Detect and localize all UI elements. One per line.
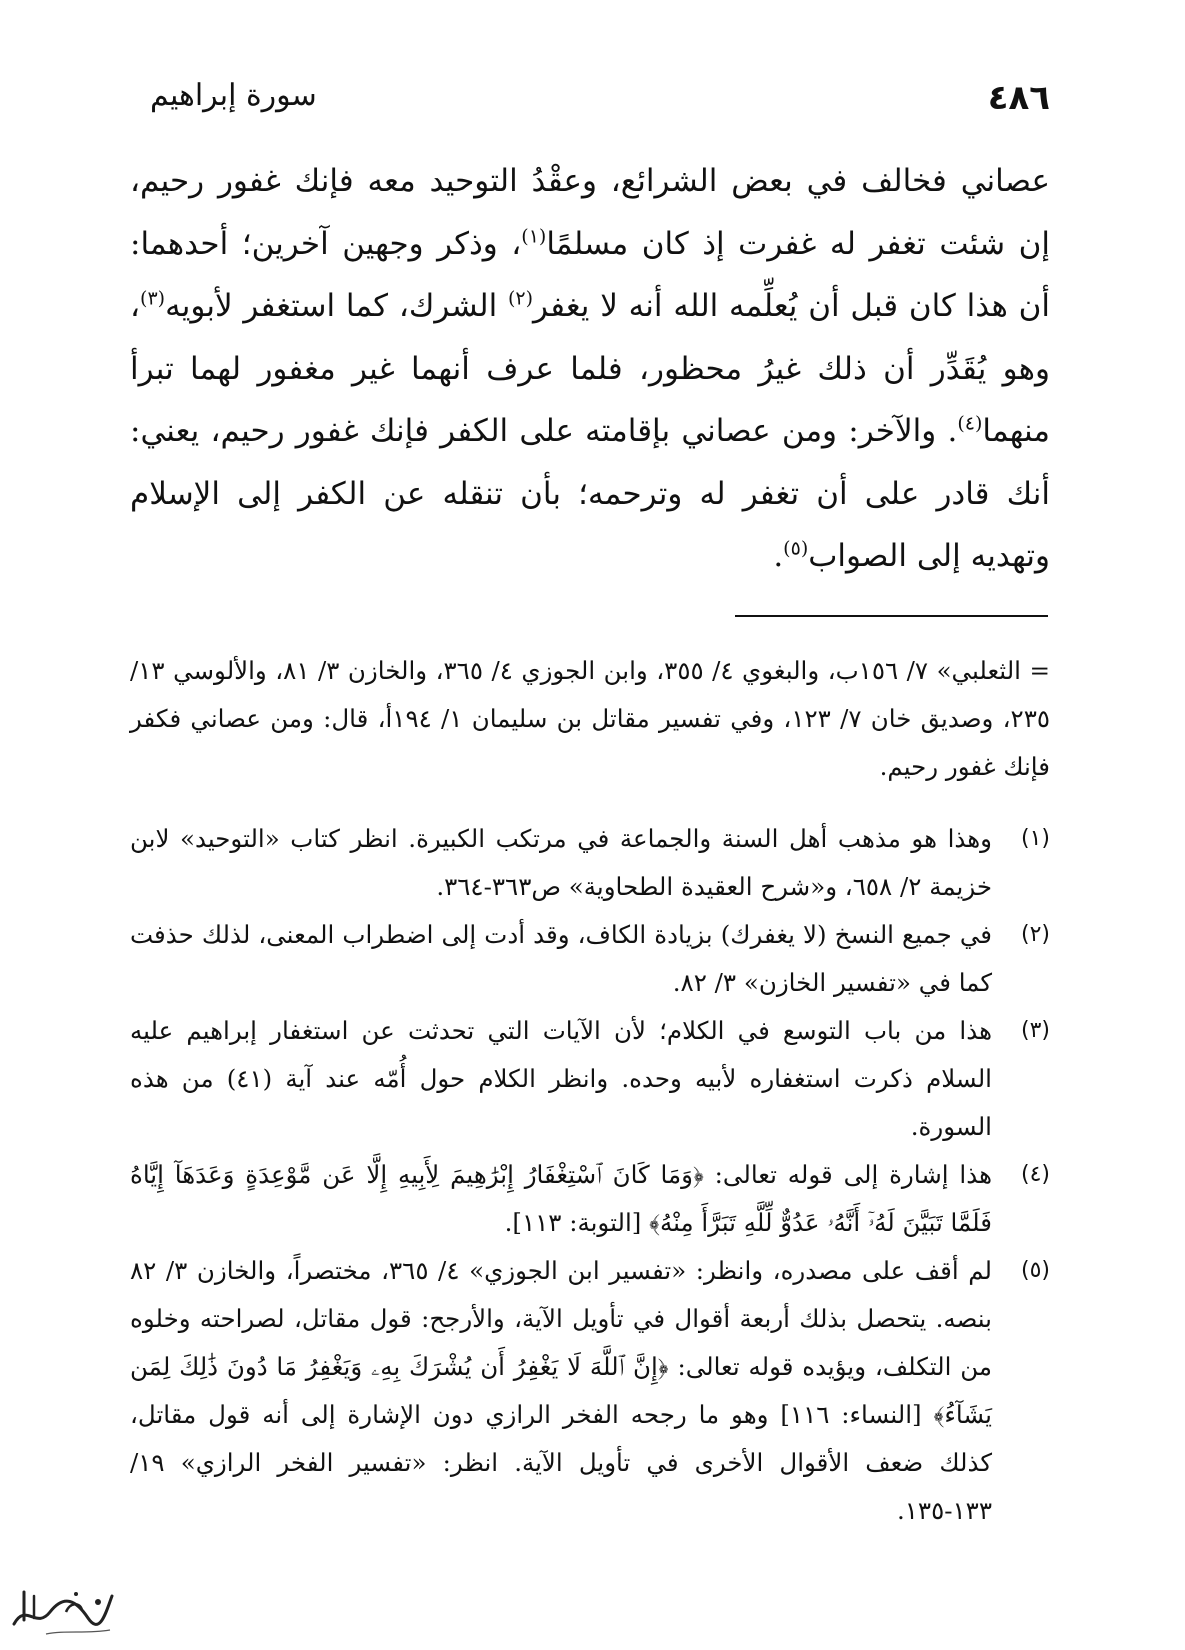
footnote-ref-5: (٥): [783, 537, 809, 560]
footnote-text: لم أقف على مصدره، وانظر: «تفسير ابن الجوزي» ٤/ ٣٦٥، مختصراً، والخازن ٣/ ٨٢ بنصه. يتحصل بذلك أربعة أقوال في تأويل الآية، والأرجح: قول مقاتل، لصراحته وخلوه من التكلف، ويؤيده قوله تعالى: ﴿إِنَّ ٱللَّهَ لَا يَغْفِرُ أَن يُشْرَكَ بِهِۦ وَيَغْفِرُ مَا دُونَ ذَٰلِكَ لِمَن يَشَآءُ﴾ [النساء: ١١٦] وهو ما رجحه الفخر الرازي دون الإشارة إلى أنه قول مقاتل، كذلك ضعف الأقوال الأخرى في تأويل الآية. انظر: «تفسير الفخر الرازي» ١٩/ ١٣٣-١٣٥.: [130, 1256, 993, 1525]
almustafa-logo: [6, 1582, 118, 1640]
footnote-ref-2: (٢): [507, 287, 534, 310]
footnote-3: [130, 1007, 1050, 1151]
footnote-ref-1: (١): [521, 225, 547, 248]
footnote-separator: [735, 615, 1048, 617]
footnote-text: وهذا هو مذهب أهل السنة والجماعة في مرتكب الكبيرة. انظر كتاب «التوحيد» لابن خزيمة ٢/ ٦٥٨، و«شرح العقيدة الطحاوية» ص٣٦٣-٣٦٤.: [130, 824, 992, 901]
footnote-4: [130, 1151, 1050, 1247]
page-number: ٤٨٦: [987, 78, 1050, 118]
footnote-number: (١): [1020, 826, 1050, 851]
footnotes: [130, 622, 1050, 1535]
main-text-part-2: ، وذكر وجهين آخرين؛ أحدهما: أن هذا كان قبل أن يُعلِّمه الله أنه لا يغفر: [130, 225, 1050, 324]
footnote-5: [130, 1247, 1050, 1535]
footnote-number: (٢): [1020, 922, 1050, 947]
running-title: سورة إبراهيم: [150, 78, 317, 113]
main-text-part-5: . والآخر: ومن عصاني بإقامته على الكفر فإنك غفور رحيم، يعني: أنك قادر على أن تغفر له وترحمه؛ بأن تنقله عن الكفر إلى الإسلام وتهديه إلى الصواب: [130, 413, 1050, 574]
main-text-part-1: عصاني فخالف في بعض الشرائع، وعقْدُ التوحيد معه فإنك غفور رحيم، إن شئت تغفر له غفرت إذ كان مسلمًا: [130, 163, 1050, 262]
main-text-part-6: .: [773, 538, 784, 574]
footnote-number: (٤): [1020, 1162, 1050, 1187]
main-text-part-4: ، وهو يُقَدِّر أن ذلك غيرُ محظور، فلما عرف أنهما غير مغفور لهما تبرأ منهما: [130, 288, 1050, 449]
footnote-ref-3: (٣): [140, 287, 166, 310]
footnote-text: هذا إشارة إلى قوله تعالى: ﴿وَمَا كَانَ ٱسْتِغْفَارُ إِبْرَٰهِيمَ لِأَبِيهِ إِلَّا عَن مَّوْعِدَةٍ وَعَدَهَآ إِيَّاهُ فَلَمَّا تَبَيَّنَ لَهُۥٓ أَنَّهُۥ عَدُوٌّ لِّلَّهِ تَبَرَّأَ مِنْهُ﴾ [التوبة: ١١٣].: [130, 1160, 992, 1237]
footnote-continuation: = الثعلبي» ٧/ ١٥٦ب، والبغوي ٤/ ٣٥٥، وابن الجوزي ٤/ ٣٦٥، والخازن ٣/ ٨١، والألوسي ١٣/ ٢٣٥، وصديق خان ٧/ ١٢٣، وفي تفسير مقاتل بن سليمان ١/ ١٩٤أ، قال: ومن عصاني فكفر فإنك غفور رحيم.: [130, 655, 1051, 781]
footnote-number: (٥): [1020, 1258, 1050, 1283]
main-text: [130, 150, 1050, 588]
main-paragraph: [130, 150, 1050, 588]
main-text-part-3: الشرك، كما استغفر لأبويه: [165, 288, 508, 324]
footnote-2: [130, 911, 1050, 1007]
footnote-text: في جميع النسخ (لا يغفرك) بزيادة الكاف، وقد أدت إلى اضطراب المعنى، لذلك حذفت كما في «تفسير الخازن» ٣/ ٨٢.: [130, 920, 992, 997]
footnote-1: [130, 815, 1050, 911]
footnote-ref-4: (٤): [957, 412, 983, 435]
footnote-number: (٣): [1020, 1018, 1050, 1043]
page-header: [150, 78, 1050, 128]
footnote-text: هذا من باب التوسع في الكلام؛ لأن الآيات التي تحدثت عن استغفار إبراهيم عليه السلام ذكرت استغفاره لأبيه وحده. وانظر الكلام حول أُمّه عند آية (٤١) من هذه السورة.: [130, 1016, 992, 1141]
